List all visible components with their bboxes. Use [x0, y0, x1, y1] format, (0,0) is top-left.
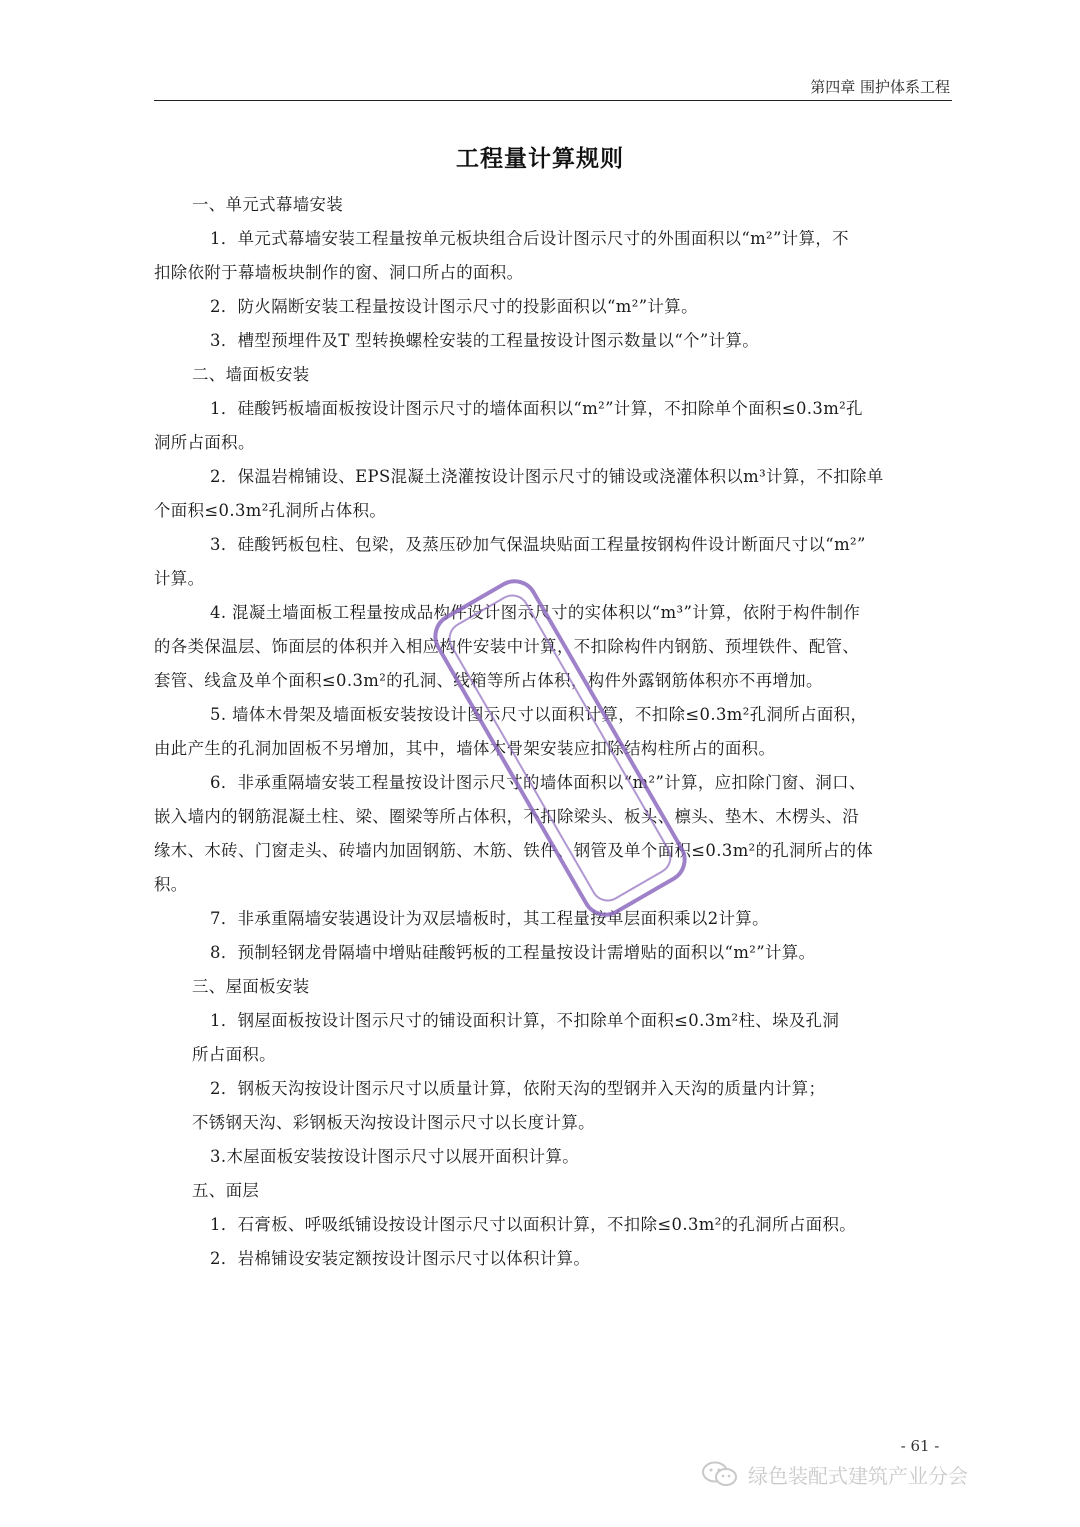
text-line: 3．槽型预埋件及T 型转换螺栓安装的工程量按设计图示数量以“个”计算。	[210, 331, 760, 350]
text-line: 5. 墙体木骨架及墙面板安装按设计图示尺寸以面积计算，不扣除≤0.3m²孔洞所占面积，	[210, 705, 868, 724]
text-line: 4. 混凝土墙面板工程量按成品构件设计图示尺寸的实体积以“m³”计算，依附于构件制作	[210, 603, 861, 622]
text-line: 2．钢板天沟按设计图示尺寸以质量计算，依附天沟的型钢并入天沟的质量内计算；	[210, 1079, 826, 1098]
text-line: 的各类保温层、饰面层的体积并入相应构件安装中计算，不扣除构件内钢筋、预埋铁件、配管、	[154, 637, 860, 656]
text-line: 三、屋面板安装	[192, 977, 310, 996]
text-line: 所占面积。	[192, 1045, 276, 1064]
text-line: 洞所占面积。	[154, 433, 255, 452]
text-line: 1．单元式幕墙安装工程量按单元板块组合后设计图示尺寸的外围面积以“m²”计算，不	[210, 229, 849, 248]
watermark	[700, 1457, 968, 1491]
text-line: 套管、线盒及单个面积≤0.3m²的孔洞、线箱等所占体积，构件外露钢筋体积亦不再增加。	[154, 671, 823, 690]
text-line: 缘木、木砖、门窗走头、砖墙内加固钢筋、木筋、铁件、钢管及单个面积≤0.3m²的孔洞所占的体	[154, 841, 874, 860]
text-line: 1．硅酸钙板墙面板按设计图示尺寸的墙体面积以“m²”计算，不扣除单个面积≤0.3m²孔	[210, 399, 863, 418]
text-line: 二、墙面板安装	[192, 365, 310, 384]
text-line: 8．预制轻钢龙骨隔墙中增贴硅酸钙板的工程量按设计需增贴的面积以“m²”计算。	[210, 943, 816, 962]
text-line: 积。	[154, 875, 188, 894]
text-line: 2．保温岩棉铺设、EPS混凝土浇灌按设计图示尺寸的铺设或浇灌体积以m³计算，不扣除单	[210, 467, 884, 486]
text-line: 6．非承重隔墙安装工程量按设计图示尺寸的墙体面积以“m²”计算，应扣除门窗、洞口、	[210, 773, 866, 792]
watermark-text: 绿色装配式建筑产业分会	[748, 1463, 968, 1488]
text-line: 五、面层	[192, 1181, 260, 1200]
text-line: 3.木屋面板安装按设计图示尺寸以展开面积计算。	[210, 1147, 580, 1166]
text-line: 不锈钢天沟、彩钢板天沟按设计图示尺寸以长度计算。	[192, 1113, 595, 1132]
wechat-icon	[700, 1460, 740, 1488]
text-line: 由此产生的孔洞加固板不另增加，其中，墙体木骨架安装应扣除结构柱所占的面积。	[154, 739, 776, 758]
header-rule	[154, 100, 952, 101]
page-title: 工程量计算规则	[456, 146, 624, 172]
text-line: 一、单元式幕墙安装	[192, 195, 344, 214]
text-line: 2．防火隔断安装工程量按设计图示尺寸的投影面积以“m²”计算。	[210, 297, 698, 316]
text-line: 1．石膏板、呼吸纸铺设按设计图示尺寸以面积计算，不扣除≤0.3m²的孔洞所占面积。	[210, 1215, 857, 1234]
text-line: 个面积≤0.3m²孔洞所占体积。	[154, 501, 387, 520]
text-line: 2．岩棉铺设安装定额按设计图示尺寸以体积计算。	[210, 1249, 591, 1268]
text-line: 1．钢屋面板按设计图示尺寸的铺设面积计算，不扣除单个面积≤0.3m²柱、垛及孔洞	[210, 1011, 840, 1030]
document-body	[154, 188, 952, 1276]
text-line: 3．硅酸钙板包柱、包梁，及蒸压砂加气保温块贴面工程量按钢构件设计断面尺寸以“m²”	[210, 535, 866, 554]
text-line: 嵌入墙内的钢筋混凝土柱、梁、圈梁等所占体积，不扣除梁头、板头、檩头、垫木、木楞头、沿	[154, 807, 860, 826]
chapter-header: 第四章 围护体系工程	[810, 78, 950, 96]
text-line: 7．非承重隔墙安装遇设计为双层墙板时，其工程量按单层面积乘以2计算。	[210, 909, 769, 928]
text-line: 扣除依附于幕墙板块制作的窗、洞口所占的面积。	[154, 263, 524, 282]
page-number: - 61 -	[900, 1437, 940, 1455]
text-line: 计算。	[154, 569, 205, 588]
